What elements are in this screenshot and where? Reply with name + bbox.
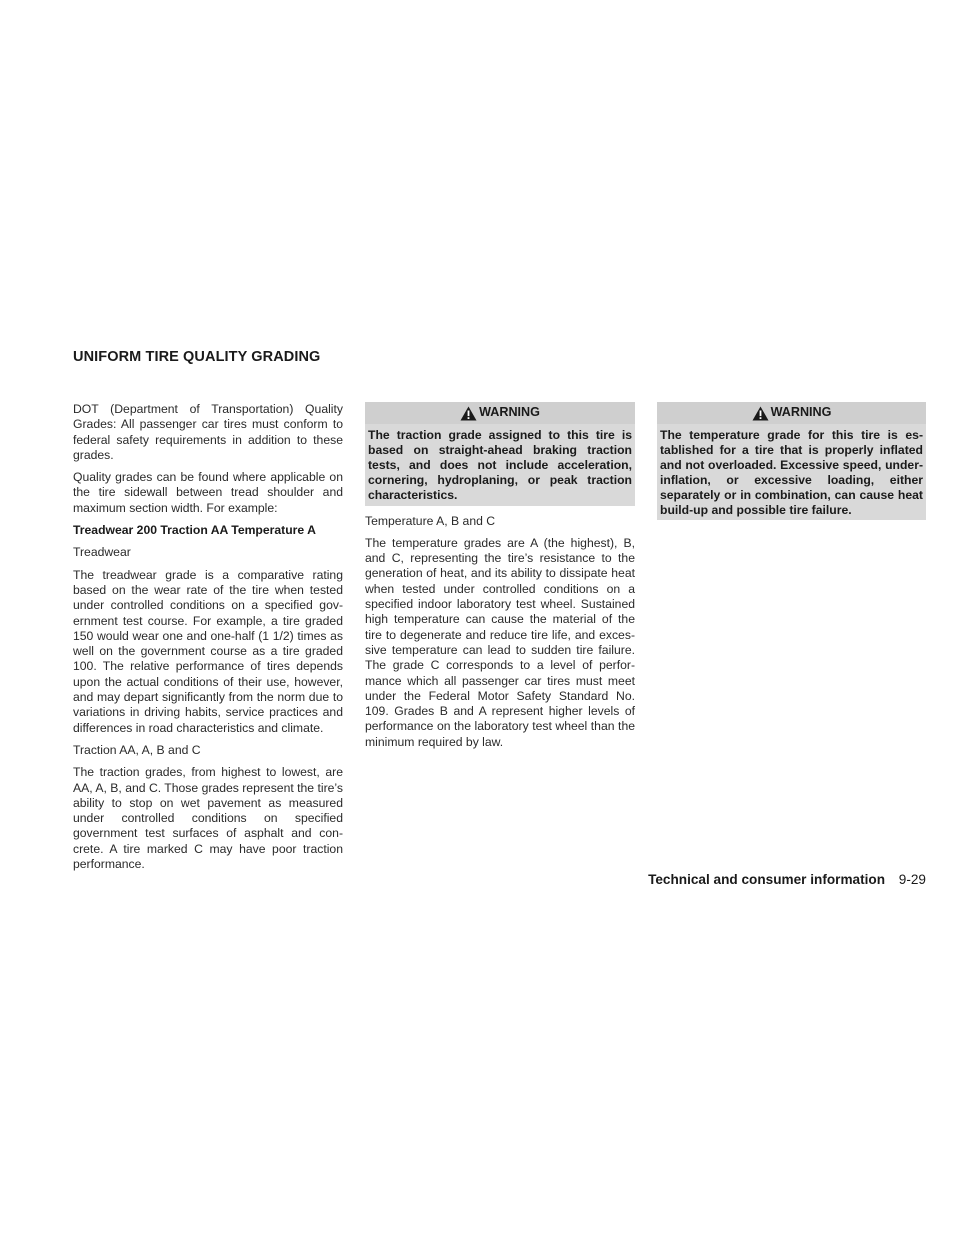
page-footer — [648, 872, 926, 887]
temperature-warning-box — [657, 402, 926, 520]
warning-header — [365, 402, 635, 424]
warning-triangle-icon — [460, 406, 477, 421]
column-middle — [365, 402, 635, 757]
temperature-heading: Temperature A, B and C — [365, 513, 496, 528]
warning-label: WARNING — [479, 405, 540, 420]
warning-triangle-icon — [752, 406, 769, 421]
example-heading: Treadwear 200 Traction AA Temperature A — [73, 523, 316, 538]
location-paragraph: Quality grades can be found where applicable on the tire sidewall between tread shoulder and maximum section width. For example: — [73, 470, 343, 515]
warning-header — [657, 402, 926, 424]
page-number: 9-29 — [898, 872, 926, 887]
treadwear-heading: Treadwear — [73, 545, 131, 560]
footer-section-name: Technical and consumer information — [648, 872, 885, 887]
intro-paragraph: DOT (Department of Transportation) Quality Grades: All passenger car tires must conform to federal safety requirements in addition to these grades. — [73, 402, 343, 462]
traction-paragraph: The traction grades, from highest to lowest, are AA, A, B, and C. Those grades represent the tire’s ability to stop on wet pavement as measured under controlled conditions on specified government test surfaces of asphalt and concrete. A tire marked C may have poor traction performance. — [73, 765, 343, 872]
warning-text: The traction grade assigned to this tire is based on straight-ahead braking traction tests, and does not include acceleration, cornering, hydroplaning, or peak traction characteristics. — [368, 428, 632, 502]
warning-text: The temperature grade for this tire is established for a tire that is properly inflated and not overloaded. Excessive speed, under-inflation, or excessive loading, either separately or in combination, can cause heat build-up and possible tire failure. — [660, 428, 923, 517]
warning-label: WARNING — [770, 405, 832, 420]
column-left — [73, 402, 343, 879]
section-title: UNIFORM TIRE QUALITY GRADING — [73, 349, 321, 365]
treadwear-paragraph: The treadwear grade is a comparative rating based on the wear rate of the tire when tested under controlled conditions on a specified government test course. For example, a tire graded 150 would wear one and one-half (1 1/2) times as well on the government course as a tire graded 100. The relative performance of tires depends upon the actual conditions of their use, however, and may depart significantly from the norm due to variations in driving habits, service practices and differences in road characteristics and climate. — [73, 567, 343, 735]
temperature-paragraph: The temperature grades are A (the highest), B, and C, representing the tire’s resistance to the generation of heat, and its ability to dissipate heat when tested under controlled conditions on a specified indoor laboratory test wheel. Sustained high temperature can cause the material of the tire to degenerate and reduce tire life, and excessive temperature can lead to sudden tire failure. The grade C corresponds to a level of performance which all passenger car tires must meet under the Federal Motor Safety Standard No. 109. Grades B and A represent higher levels of performance on the laboratory test wheel than the minimum required by law. — [365, 535, 635, 749]
traction-warning-box — [365, 402, 635, 506]
column-right — [657, 402, 926, 528]
traction-heading: Traction AA, A, B and C — [73, 742, 201, 757]
